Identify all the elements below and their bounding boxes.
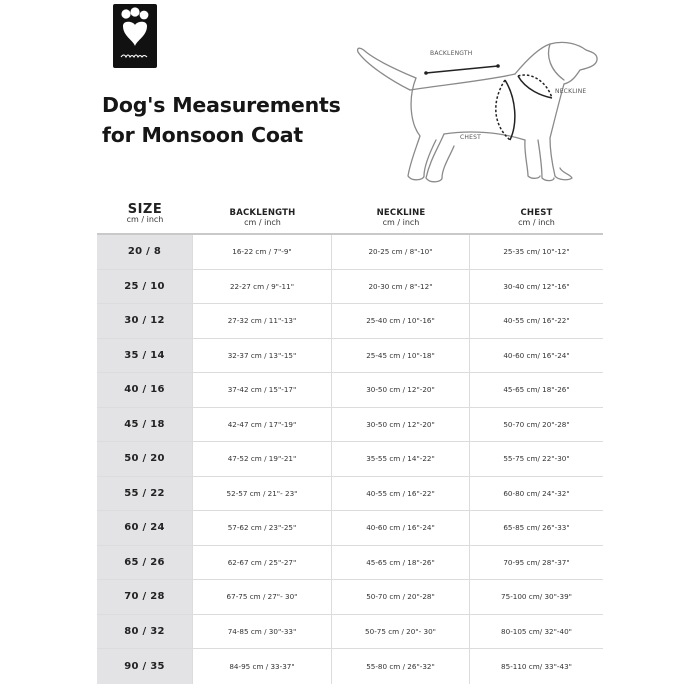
table-row — [97, 270, 603, 305]
cell-size: 60 / 24 — [97, 511, 193, 545]
cell-chest: 80-105 cm/ 32"-40" — [501, 626, 572, 636]
cell-backlength: 42-47 cm / 17"-19" — [193, 408, 332, 442]
cell-size: 80 / 32 — [97, 615, 193, 649]
cell-size: 55 / 22 — [97, 477, 193, 511]
cell-backlength: 62-67 cm / 25"-27" — [193, 546, 332, 580]
cell-backlength: 84-95 cm / 33-37" — [193, 649, 332, 684]
cell-neckline: 30-50 cm / 12"-20" — [332, 373, 470, 407]
cell-backlength: 57-62 cm / 23"-25" — [193, 511, 332, 545]
cell-chest: 40-55 cm/ 16"-22" — [503, 316, 570, 326]
cell-backlength: 37-42 cm / 15"-17" — [193, 373, 332, 407]
cell-chest: 45-65 cm/ 18"-26" — [503, 385, 570, 395]
cell-chest: 25-35 cm/ 10"-12" — [503, 247, 570, 257]
table-row — [97, 339, 603, 374]
brand-logo — [113, 4, 157, 68]
cell-size: 35 / 14 — [97, 339, 193, 373]
table-row — [97, 304, 603, 339]
header-size: SIZE cm / inch — [126, 202, 164, 224]
cell-neckline: 50-70 cm / 20"-28" — [332, 580, 470, 614]
cell-chest: 75-100 cm/ 30"-39" — [501, 592, 572, 602]
label-chest: CHEST — [460, 134, 481, 141]
cell-backlength: 67-75 cm / 27"- 30" — [193, 580, 332, 614]
table-row — [97, 373, 603, 408]
cell-neckline: 25-45 cm / 10"-18" — [332, 339, 470, 373]
cell-neckline: 40-60 cm / 16"-24" — [332, 511, 470, 545]
cell-size: 30 / 12 — [97, 304, 193, 338]
cell-chest: 60-80 cm/ 24"-32" — [503, 488, 570, 498]
cell-size: 25 / 10 — [97, 270, 193, 304]
dog-measurement-diagram — [350, 28, 615, 193]
cell-backlength: 27-32 cm / 11"-13" — [193, 304, 332, 338]
label-backlength: BACKLENGTH — [430, 50, 473, 57]
dog-outline-icon — [350, 28, 615, 193]
table-row — [97, 649, 603, 684]
cell-chest: 40-60 cm/ 16"-24" — [503, 350, 570, 360]
cell-neckline: 25-40 cm / 10"-16" — [332, 304, 470, 338]
cell-chest: 65-85 cm/ 26"-33" — [503, 523, 570, 533]
cell-neckline: 55-80 cm / 26"-32" — [332, 649, 470, 684]
table-row — [97, 477, 603, 512]
header-chest: CHEST cm / inch — [518, 208, 555, 227]
header-backlength: BACKLENGTH cm / inch — [229, 208, 296, 227]
cell-neckline: 20-30 cm / 8"-12" — [332, 270, 470, 304]
cell-backlength: 52-57 cm / 21"- 23" — [193, 477, 332, 511]
table-body — [97, 233, 603, 684]
table-row — [97, 408, 603, 443]
label-neckline: NECKLINE — [555, 88, 587, 95]
cell-neckline: 40-55 cm / 16"-22" — [332, 477, 470, 511]
page-title — [102, 90, 341, 150]
cell-size: 70 / 28 — [97, 580, 193, 614]
cell-chest: 85-110 cm/ 33"-43" — [501, 661, 572, 671]
page-title-line-2: for Monsoon Coat — [102, 123, 303, 147]
cell-size: 90 / 35 — [97, 649, 193, 684]
cell-neckline: 30-50 cm / 12"-20" — [332, 408, 470, 442]
table-row — [97, 235, 603, 270]
header-neckline: NECKLINE cm / inch — [376, 208, 426, 227]
cell-neckline: 35-55 cm / 14"-22" — [332, 442, 470, 476]
cell-backlength: 47-52 cm / 19"-21" — [193, 442, 332, 476]
cell-size: 65 / 26 — [97, 546, 193, 580]
size-chart-table — [97, 196, 603, 684]
cell-neckline: 20-25 cm / 8"-10" — [332, 235, 470, 269]
cell-size: 40 / 16 — [97, 373, 193, 407]
cell-chest: 30-40 cm/ 12"-16" — [503, 281, 570, 291]
table-header — [97, 196, 603, 233]
table-row — [97, 442, 603, 477]
paw-icon — [113, 4, 157, 68]
table-row — [97, 546, 603, 581]
table-row — [97, 580, 603, 615]
cell-chest: 50-70 cm/ 20"-28" — [503, 419, 570, 429]
cell-backlength: 32-37 cm / 13"-15" — [193, 339, 332, 373]
cell-backlength: 22-27 cm / 9"-11" — [193, 270, 332, 304]
cell-size: 20 / 8 — [97, 235, 193, 269]
table-row — [97, 511, 603, 546]
cell-size: 45 / 18 — [97, 408, 193, 442]
cell-neckline: 50-75 cm / 20"- 30" — [332, 615, 470, 649]
cell-chest: 70-95 cm/ 28"-37" — [503, 557, 570, 567]
page-title-line-1: Dog's Measurements — [102, 93, 341, 117]
cell-backlength: 16-22 cm / 7"-9" — [193, 235, 332, 269]
cell-backlength: 74-85 cm / 30"-33" — [193, 615, 332, 649]
cell-neckline: 45-65 cm / 18"-26" — [332, 546, 470, 580]
cell-size: 50 / 20 — [97, 442, 193, 476]
table-row — [97, 615, 603, 650]
cell-chest: 55-75 cm/ 22"-30" — [503, 454, 570, 464]
